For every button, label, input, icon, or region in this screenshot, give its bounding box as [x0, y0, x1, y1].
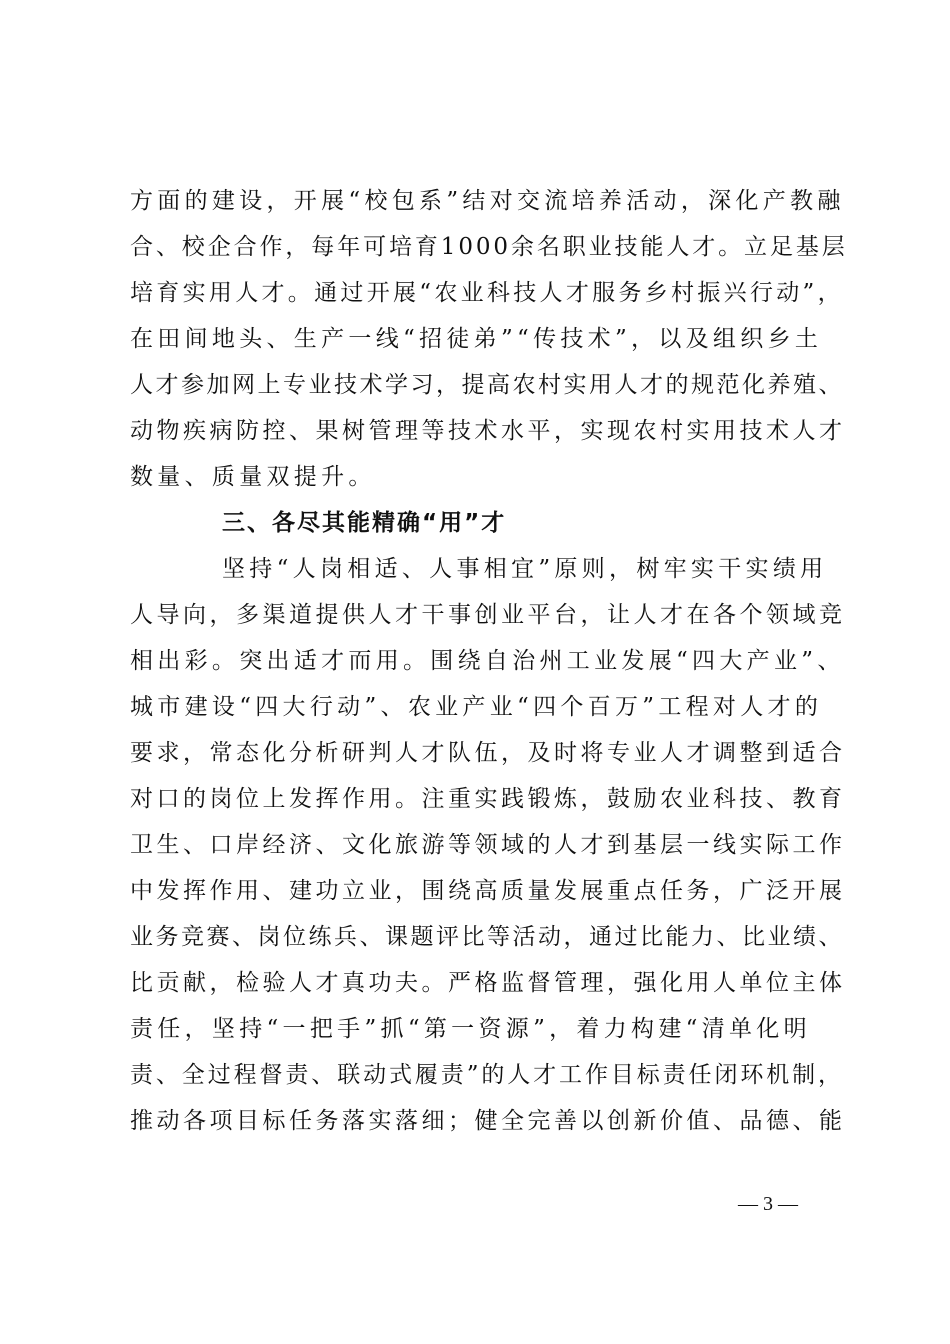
paragraph-line: 人才参加网上专业技术学习，提高农村实用人才的规范化养殖、 [130, 372, 844, 398]
paragraph-line: 相出彩。突出适才而用。围绕自治州工业发展“四大产业”、 [130, 648, 845, 674]
paragraph-line: 城市建设“四大行动”、农业产业“四个百万”工程对人才的 [130, 694, 823, 720]
paragraph-line: 合、校企合作，每年可培育1000余名职业技能人才。立足基层 [130, 234, 848, 260]
paragraph-line: 方面的建设，开展“校包系”结对交流培养活动，深化产教融 [130, 188, 845, 214]
paragraph-line: 数量、质量双提升。 [130, 464, 376, 490]
page-number: — 3 — [738, 1193, 798, 1215]
paragraph-line: 在田间地头、生产一线“招徒弟”“传技术”，以及组织乡土 [130, 326, 823, 352]
paragraph-line: 培育实用人才。通过开展“农业科技人才服务乡村振兴行动”， [130, 280, 844, 306]
paragraph-line: 责任，坚持“一把手”抓“第一资源”，着力构建“清单化明 [130, 1016, 811, 1042]
paragraph-line: 责、全过程督责、联动式履责”的人才工作目标责任闭环机制， [130, 1062, 844, 1088]
paragraph-line: 坚持“人岗相适、人事相宜”原则，树牢实干实绩用 [222, 556, 828, 582]
paragraph-line: 中发挥作用、建功立业，围绕高质量发展重点任务，广泛开展 [130, 878, 846, 904]
paragraph-line: 卫生、口岸经济、文化旅游等领域的人才到基层一线实际工作 [130, 832, 846, 858]
paragraph-line: 对口的岗位上发挥作用。注重实践锻炼，鼓励农业科技、教育 [130, 786, 846, 812]
section-heading: 三、各尽其能精确“用”才 [222, 510, 507, 536]
paragraph-line: 动物疾病防控、果树管理等技术水平，实现农村实用技术人才 [130, 418, 846, 444]
paragraph-line: 比贡献，检验人才真功夫。严格监督管理，强化用人单位主体 [130, 970, 846, 996]
paragraph-line: 推动各项目标任务落实落细；健全完善以创新价值、品德、能 [130, 1108, 846, 1134]
paragraph-line: 业务竞赛、岗位练兵、课题评比等活动，通过比能力、比业绩、 [130, 924, 844, 950]
paragraph-line: 人导向，多渠道提供人才干事创业平台，让人才在各个领域竞 [130, 602, 846, 628]
paragraph-line: 要求，常态化分析研判人才队伍，及时将专业人才调整到适合 [130, 740, 846, 766]
